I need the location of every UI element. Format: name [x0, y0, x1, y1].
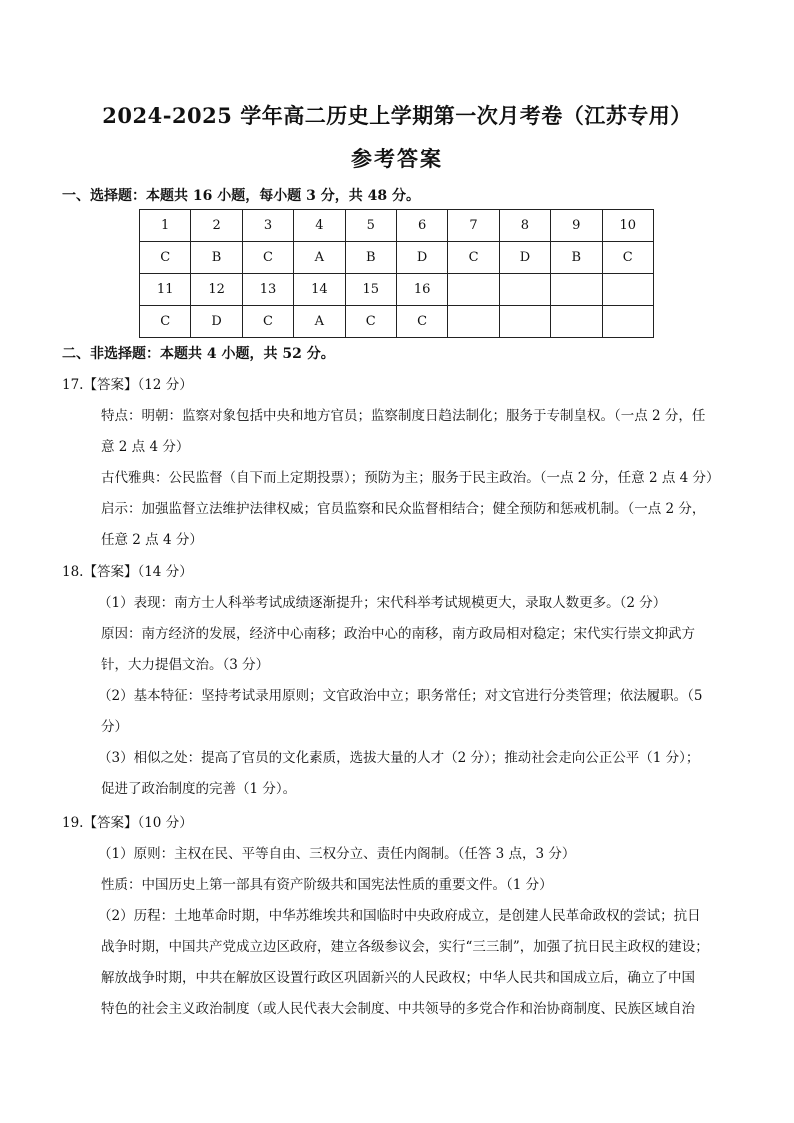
answer-cell: C [140, 306, 191, 338]
question-number-cell: 11 [140, 274, 191, 306]
answer-cell: C [602, 242, 653, 274]
answer-cell: C [140, 242, 191, 274]
question-number-cell [448, 274, 499, 306]
q19-line: （1）原则：主权在民、平等自由、三权分立、责任内阁制。（任答 3 点，3 分） [98, 846, 576, 862]
answer-cell [602, 306, 653, 338]
answer-cell: A [294, 242, 345, 274]
question-number-cell: 14 [294, 274, 345, 306]
q18-line: （2）基本特征：坚持考试录用原则；文官政治中立；职务常任；对文官进行分类管理；依法履职。（5 [98, 688, 703, 704]
section1-heading: 一、选择题：本题共 16 小题，每小题 3 分，共 48 分。 [62, 188, 420, 204]
question-number-cell: 9 [551, 210, 602, 242]
question-number-cell [499, 274, 550, 306]
q19-line: 解放战争时期，中共在解放区设置行政区巩固新兴的人民政权；中华人民共和国成立后，确立了中国 [101, 970, 695, 986]
answer-table-row [140, 274, 654, 306]
answer-cell [551, 306, 602, 338]
q18-line: （1）表现：南方士人科举考试成绩逐渐提升；宋代科举考试规模更大，录取人数更多。（2 分） [98, 595, 667, 611]
answer-cell [448, 306, 499, 338]
q17-line: 特点：明朝：监察对象包括中央和地方官员；监察制度日趋法制化；服务于专制皇权。（一点 2 分，任 [101, 408, 706, 424]
answer-cell: B [345, 242, 396, 274]
q17-line: 古代雅典：公民监督（自下而上定期投票）；预防为主；服务于民主政治。（一点 2 分，任意 2 点 4 分） [101, 470, 720, 486]
answer-cell: C [242, 306, 293, 338]
q19-line: 战争时期，中国共产党成立边区政府，建立各级参议会，实行“三三制”，加强了抗日民主政权的建设； [101, 939, 709, 955]
q19-line: 性质：中国历史上第一部具有资产阶级共和国宪法性质的重要文件。（1 分） [101, 877, 553, 893]
page-title: 2024-2025 学年高二历史上学期第一次月考卷（江苏专用） [102, 103, 692, 128]
answer-cell: C [448, 242, 499, 274]
q17-label: 17.【答案】（12 分） [62, 377, 193, 393]
answer-cell: B [191, 242, 242, 274]
answer-table-row [140, 242, 654, 274]
question-number-cell: 5 [345, 210, 396, 242]
question-number-cell: 1 [140, 210, 191, 242]
answer-table-row [140, 210, 654, 242]
question-number-cell: 16 [396, 274, 447, 306]
answer-cell: B [551, 242, 602, 274]
answer-cell [499, 306, 550, 338]
q19-line: （2）历程：土地革命时期，中华苏维埃共和国临时中央政府成立，是创建人民革命政权的尝试；抗日 [98, 908, 701, 924]
q17-line: 启示：加强监督立法维护法律权威；官员监察和民众监督相结合；健全预防和惩戒机制。（一点 2 分， [101, 501, 706, 517]
question-number-cell: 15 [345, 274, 396, 306]
q18-line: 促进了政治制度的完善（1 分）。 [101, 781, 297, 797]
question-number-cell: 4 [294, 210, 345, 242]
section2-heading: 二、非选择题：本题共 4 小题，共 52 分。 [62, 346, 335, 362]
q18-label: 18.【答案】（14 分） [62, 564, 193, 580]
question-number-cell: 12 [191, 274, 242, 306]
q18-line: 分） [101, 719, 128, 735]
answer-cell: C [242, 242, 293, 274]
answer-cell: D [191, 306, 242, 338]
q18-line: （3）相似之处：提高了官员的文化素质，选拔大量的人才（2 分）；推动社会走向公正公平（1 分）； [98, 750, 700, 766]
q17-line: 任意 2 点 4 分） [101, 532, 203, 548]
question-number-cell [602, 274, 653, 306]
q19-line: 特色的社会主义政治制度（或人民代表大会制度、中共领导的多党合作和治协商制度、民族区域自治 [101, 1001, 695, 1017]
question-number-cell: 3 [242, 210, 293, 242]
answer-cell: C [345, 306, 396, 338]
question-number-cell: 2 [191, 210, 242, 242]
page-subtitle: 参考答案 [351, 146, 443, 171]
q19-label: 19.【答案】（10 分） [62, 815, 193, 831]
q17-line: 意 2 点 4 分） [101, 439, 190, 455]
answer-cell: C [396, 306, 447, 338]
answer-cell: D [396, 242, 447, 274]
question-number-cell: 13 [242, 274, 293, 306]
question-number-cell: 7 [448, 210, 499, 242]
question-number-cell: 8 [499, 210, 550, 242]
q18-line: 针，大力提倡文治。（3 分） [101, 657, 270, 673]
question-number-cell [551, 274, 602, 306]
q18-line: 原因：南方经济的发展，经济中心南移；政治中心的南移，南方政局相对稳定；宋代实行崇文抑武方 [101, 626, 695, 642]
answer-cell: A [294, 306, 345, 338]
question-number-cell: 10 [602, 210, 653, 242]
answer-table-row [140, 306, 654, 338]
answer-table [139, 209, 654, 338]
answer-cell: D [499, 242, 550, 274]
question-number-cell: 6 [396, 210, 447, 242]
